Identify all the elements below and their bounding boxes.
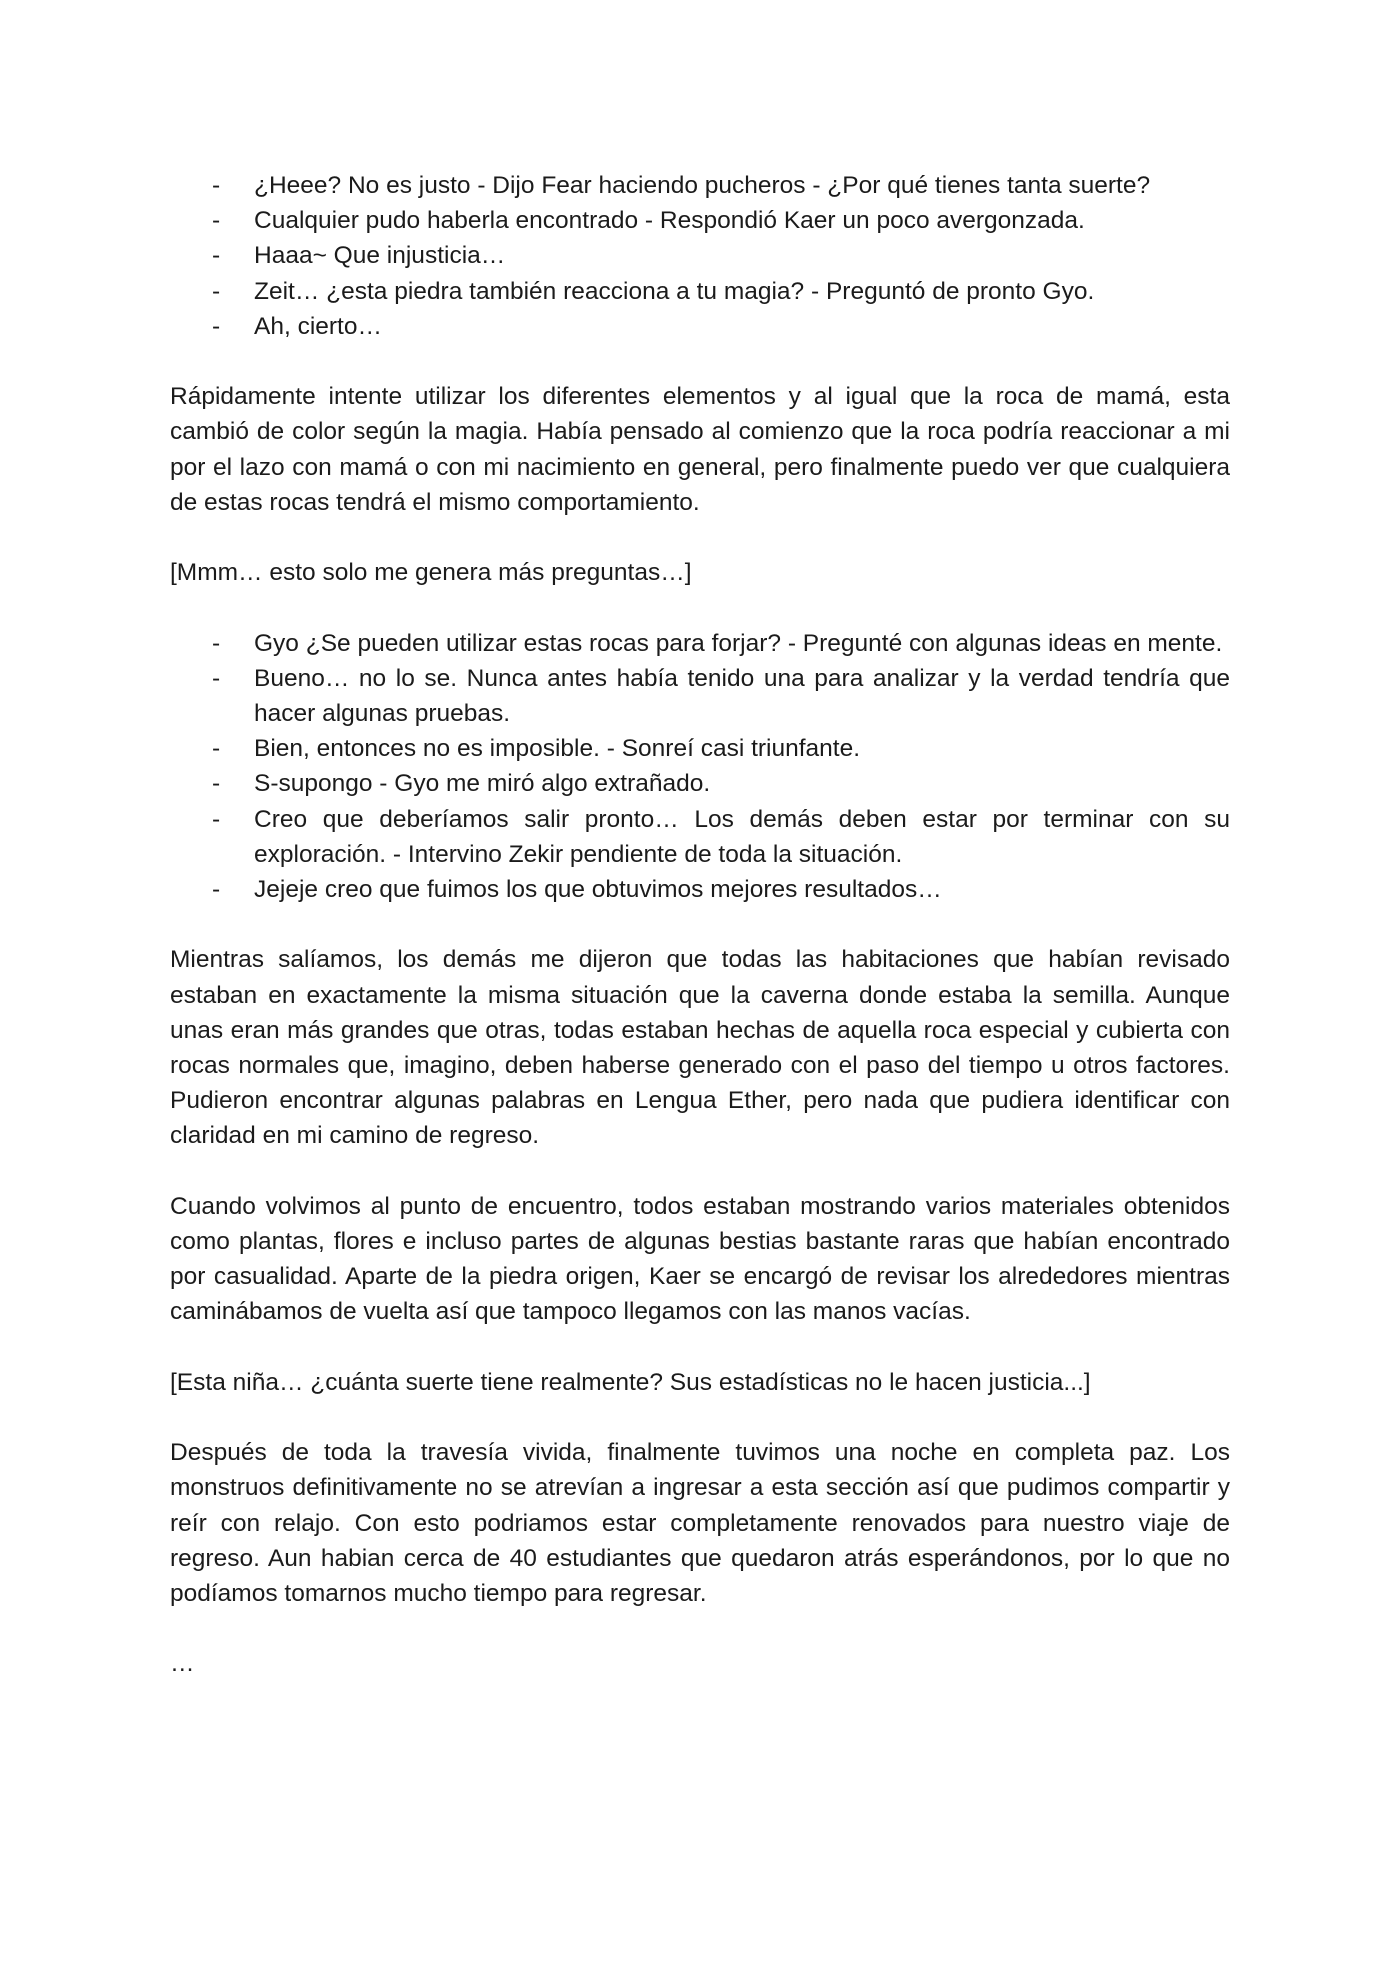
dialogue-line	[170, 802, 1230, 872]
dialogue-line	[170, 766, 1230, 801]
dash-marker: -	[212, 207, 221, 235]
dialogue-text: Jejeje creo que fuimos los que obtuvimos mejores resultados…	[254, 876, 942, 904]
dialogue-text: Creo que deberíamos salir pronto… Los demás deben estar por terminar con su exploración. - Intervino Zekir pendiente de toda la situación.	[254, 805, 1230, 868]
dialogue-line	[170, 661, 1230, 731]
dialogue-list-2	[170, 626, 1230, 908]
document-page	[170, 168, 1230, 1682]
dialogue-line	[170, 872, 1230, 907]
dialogue-line	[170, 168, 1230, 203]
dialogue-line	[170, 203, 1230, 238]
dialogue-text: Gyo ¿Se pueden utilizar estas rocas para forjar? - Pregunté con algunas ideas en mente.	[254, 629, 1223, 657]
dialogue-text: Bien, entonces no es imposible. - Sonreí casi triunfante.	[254, 735, 861, 763]
paragraph-4: Después de toda la travesía vivida, finalmente tuvimos una noche en completa paz. Los monstruos definitivamente no se atrevían a ingresar a esta sección así que pudimos compartir y reír con relajo. Con esto podriamos estar completamente renovados para nuestro viaje de regreso. Aun habian cerca de 40 estudiantes que quedaron atrás esperándonos, por lo que no podíamos tomarnos mucho tiempo para regresar.	[170, 1439, 1230, 1608]
dash-marker: -	[212, 770, 221, 798]
dash-marker: -	[212, 172, 221, 199]
dialogue-line	[170, 626, 1230, 661]
paragraph-3: Cuando volvimos al punto de encuentro, todos estaban mostrando varios materiales obtenidos como plantas, flores e incluso partes de algunas bestias bastante raras que habían encontrado por casualidad. Aparte de la piedra origen, Kaer se encargó de revisar los alrededores mientras caminábamos de vuelta así que tampoco llegamos con las manos vacías.	[170, 1192, 1230, 1326]
dialogue-line	[170, 274, 1230, 309]
thought-1: [Mmm… esto solo me genera más preguntas…]	[170, 559, 692, 587]
ellipsis: …	[170, 1650, 195, 1678]
dialogue-list-1	[170, 168, 1230, 344]
dash-marker: -	[212, 277, 221, 305]
dash-marker: -	[212, 629, 221, 657]
dash-marker: -	[212, 735, 221, 763]
dialogue-text: S-supongo - Gyo me miró algo extrañado.	[254, 770, 711, 798]
dialogue-text: Bueno… no lo se. Nunca antes había tenido una para analizar y la verdad tendría que hacer algunas pruebas.	[254, 664, 1230, 727]
thought-2: [Esta niña… ¿cuánta suerte tiene realmente? Sus estadísticas no le hacen justicia...]	[170, 1368, 1091, 1396]
dialogue-line	[170, 309, 1230, 344]
dash-marker: -	[212, 805, 221, 833]
dialogue-line	[170, 731, 1230, 766]
paragraph-1: Rápidamente intente utilizar los diferentes elementos y al igual que la roca de mamá, esta cambió de color según la magia. Había pensado al comienzo que la roca podría reaccionar a mi por el lazo con mamá o con mi nacimiento en general, pero finalmente puedo ver que cualquiera de estas rocas tendrá el mismo comportamiento.	[170, 383, 1230, 516]
paragraph-2: Mientras salíamos, los demás me dijeron que todas las habitaciones que habían revisado estaban en exactamente la misma situación que la caverna donde estaba la semilla. Aunque unas eran más grandes que otras, todas estaban hechas de aquella roca especial y cubierta con rocas normales que, imagino, deben haberse generado con el paso del tiempo u otros factores. Pudieron encontrar algunas palabras en Lengua Ether, pero nada que pudiera identificar con claridad en mi camino de regreso.	[170, 946, 1230, 1150]
dialogue-text: Zeit… ¿esta piedra también reacciona a tu magia? - Preguntó de pronto Gyo.	[254, 277, 1095, 305]
dash-marker: -	[212, 242, 221, 270]
dialogue-line	[170, 238, 1230, 273]
dialogue-text: Haaa~ Que injusticia…	[254, 242, 506, 270]
dash-marker: -	[212, 876, 221, 904]
dialogue-text: Cualquier pudo haberla encontrado - Respondió Kaer un poco avergonzada.	[254, 207, 1085, 235]
dialogue-text: ¿Heee? No es justo - Dijo Fear haciendo pucheros - ¿Por qué tienes tanta suerte?	[254, 172, 1151, 199]
dialogue-text: Ah, cierto…	[254, 312, 382, 340]
dash-marker: -	[212, 312, 221, 340]
dash-marker: -	[212, 664, 221, 692]
